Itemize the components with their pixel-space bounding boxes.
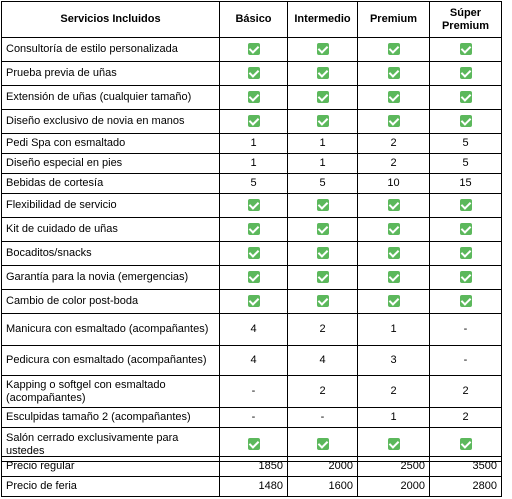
check-icon xyxy=(317,115,329,127)
table-row xyxy=(2,346,502,376)
check-icon xyxy=(388,438,400,450)
value-cell: 5 xyxy=(220,174,288,194)
price-value: 1850 xyxy=(220,457,288,477)
included-cell xyxy=(358,86,430,110)
check-icon xyxy=(248,295,260,307)
included-cell xyxy=(358,62,430,86)
check-icon xyxy=(248,91,260,103)
price-value: 3500 xyxy=(430,457,502,477)
price-label: Precio de feria xyxy=(2,477,220,497)
value-cell: 2 xyxy=(430,376,502,408)
check-icon xyxy=(248,115,260,127)
check-icon xyxy=(388,91,400,103)
price-value: 2000 xyxy=(358,477,430,497)
value-cell: - xyxy=(288,408,358,428)
table-row xyxy=(2,290,502,314)
included-cell xyxy=(288,266,358,290)
table-row xyxy=(2,242,502,266)
table-row xyxy=(2,154,502,174)
check-icon xyxy=(460,67,472,79)
check-icon xyxy=(317,247,329,259)
prices-body xyxy=(2,457,502,497)
check-icon xyxy=(248,223,260,235)
price-row xyxy=(2,457,502,477)
check-icon xyxy=(388,295,400,307)
value-cell: 4 xyxy=(220,314,288,346)
check-icon xyxy=(460,271,472,283)
value-cell: - xyxy=(220,376,288,408)
value-cell: 5 xyxy=(288,174,358,194)
included-cell xyxy=(430,266,502,290)
services-table xyxy=(1,1,502,462)
included-cell xyxy=(220,218,288,242)
value-cell: 2 xyxy=(358,134,430,154)
service-name: Prueba previa de uñas xyxy=(2,62,220,86)
included-cell xyxy=(358,266,430,290)
check-icon xyxy=(248,438,260,450)
service-name: Extensión de uñas (cualquier tamaño) xyxy=(2,86,220,110)
price-value: 2800 xyxy=(430,477,502,497)
price-value: 2500 xyxy=(358,457,430,477)
header-intermedio: Intermedio xyxy=(288,2,358,38)
service-name: Bocaditos/snacks xyxy=(2,242,220,266)
included-cell xyxy=(220,62,288,86)
table-row xyxy=(2,218,502,242)
included-cell xyxy=(358,242,430,266)
table-row xyxy=(2,38,502,62)
value-cell: 2 xyxy=(358,376,430,408)
included-cell xyxy=(430,242,502,266)
check-icon xyxy=(317,67,329,79)
service-name: Kapping o softgel con esmaltado (acompañantes) xyxy=(2,376,220,408)
included-cell xyxy=(220,110,288,134)
service-name: Pedicura con esmaltado (acompañantes) xyxy=(2,346,220,376)
service-name: Diseño especial en pies xyxy=(2,154,220,174)
prices-table xyxy=(1,456,502,497)
table-row xyxy=(2,62,502,86)
value-cell: 1 xyxy=(288,134,358,154)
check-icon xyxy=(460,43,472,55)
table-row xyxy=(2,194,502,218)
value-cell: 2 xyxy=(288,314,358,346)
service-name: Consultoría de estilo personalizada xyxy=(2,38,220,62)
included-cell xyxy=(288,242,358,266)
header-basico: Básico xyxy=(220,2,288,38)
value-cell: - xyxy=(430,314,502,346)
service-name: Manicura con esmaltado (acompañantes) xyxy=(2,314,220,346)
check-icon xyxy=(248,67,260,79)
value-cell: 2 xyxy=(358,154,430,174)
header-premium: Premium xyxy=(358,2,430,38)
included-cell xyxy=(430,194,502,218)
included-cell xyxy=(288,62,358,86)
check-icon xyxy=(317,199,329,211)
included-cell xyxy=(288,86,358,110)
check-icon xyxy=(317,223,329,235)
services-body xyxy=(2,38,502,462)
check-icon xyxy=(388,115,400,127)
check-icon xyxy=(317,438,329,450)
price-value: 1600 xyxy=(288,477,358,497)
header-services: Servicios Incluidos xyxy=(2,2,220,38)
service-name: Bebidas de cortesía xyxy=(2,174,220,194)
table-row xyxy=(2,86,502,110)
table-row xyxy=(2,408,502,428)
included-cell xyxy=(220,86,288,110)
included-cell xyxy=(288,194,358,218)
value-cell: 2 xyxy=(288,376,358,408)
included-cell xyxy=(430,62,502,86)
value-cell: 4 xyxy=(220,346,288,376)
check-icon xyxy=(388,247,400,259)
included-cell xyxy=(220,38,288,62)
check-icon xyxy=(317,43,329,55)
value-cell: 1 xyxy=(220,154,288,174)
value-cell: 2 xyxy=(430,408,502,428)
service-name: Kit de cuidado de uñas xyxy=(2,218,220,242)
included-cell xyxy=(358,290,430,314)
included-cell xyxy=(288,290,358,314)
value-cell: 1 xyxy=(288,154,358,174)
check-icon xyxy=(388,223,400,235)
included-cell xyxy=(358,194,430,218)
check-icon xyxy=(248,43,260,55)
check-icon xyxy=(460,247,472,259)
included-cell xyxy=(358,218,430,242)
check-icon xyxy=(388,43,400,55)
value-cell: - xyxy=(220,408,288,428)
included-cell xyxy=(430,110,502,134)
included-cell xyxy=(288,38,358,62)
check-icon xyxy=(460,199,472,211)
table-row xyxy=(2,314,502,346)
table-row xyxy=(2,376,502,408)
service-name: Garantía para la novia (emergencias) xyxy=(2,266,220,290)
service-name: Cambio de color post-boda xyxy=(2,290,220,314)
value-cell: - xyxy=(430,346,502,376)
included-cell xyxy=(358,38,430,62)
table-row xyxy=(2,110,502,134)
value-cell: 4 xyxy=(288,346,358,376)
included-cell xyxy=(220,266,288,290)
table-row xyxy=(2,174,502,194)
service-name: Flexibilidad de servicio xyxy=(2,194,220,218)
check-icon xyxy=(388,271,400,283)
service-name: Salón cerrado exclusivamente para ustedes xyxy=(2,428,220,462)
value-cell: 3 xyxy=(358,346,430,376)
included-cell xyxy=(288,218,358,242)
value-cell: 1 xyxy=(220,134,288,154)
check-icon xyxy=(460,295,472,307)
price-value: 2000 xyxy=(288,457,358,477)
value-cell: 15 xyxy=(430,174,502,194)
price-label: Precio regular xyxy=(2,457,220,477)
service-name: Diseño exclusivo de novia en manos xyxy=(2,110,220,134)
value-cell: 5 xyxy=(430,134,502,154)
service-name: Esculpidas tamaño 2 (acompañantes) xyxy=(2,408,220,428)
check-icon xyxy=(460,91,472,103)
value-cell: 5 xyxy=(430,154,502,174)
check-icon xyxy=(248,199,260,211)
check-icon xyxy=(248,247,260,259)
table-row xyxy=(2,134,502,154)
included-cell xyxy=(288,110,358,134)
check-icon xyxy=(460,115,472,127)
check-icon xyxy=(388,199,400,211)
included-cell xyxy=(430,86,502,110)
check-icon xyxy=(317,271,329,283)
check-icon xyxy=(460,223,472,235)
service-name: Pedi Spa con esmaltado xyxy=(2,134,220,154)
check-icon xyxy=(388,67,400,79)
included-cell xyxy=(430,290,502,314)
included-cell xyxy=(220,194,288,218)
check-icon xyxy=(460,438,472,450)
value-cell: 1 xyxy=(358,314,430,346)
check-icon xyxy=(248,271,260,283)
price-row xyxy=(2,477,502,497)
value-cell: 1 xyxy=(358,408,430,428)
check-icon xyxy=(317,91,329,103)
included-cell xyxy=(220,242,288,266)
check-icon xyxy=(317,295,329,307)
included-cell xyxy=(220,290,288,314)
header-row xyxy=(2,2,502,38)
included-cell xyxy=(430,38,502,62)
table-row xyxy=(2,266,502,290)
value-cell: 10 xyxy=(358,174,430,194)
price-value: 1480 xyxy=(220,477,288,497)
included-cell xyxy=(358,110,430,134)
header-super-premium: Súper Premium xyxy=(430,2,502,38)
included-cell xyxy=(430,218,502,242)
